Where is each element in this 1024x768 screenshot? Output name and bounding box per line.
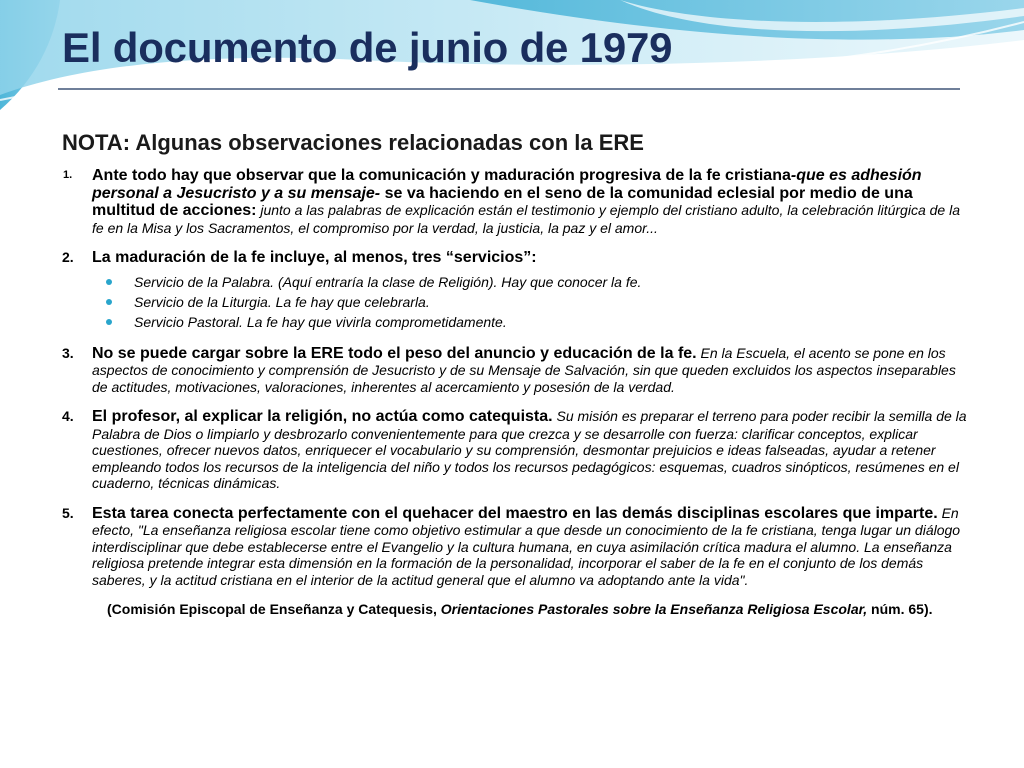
citation bbox=[107, 601, 967, 618]
section-heading: NOTA: Algunas observaciones relacionadas con la ERE bbox=[62, 130, 644, 155]
note-3 bbox=[62, 345, 967, 396]
note-1 bbox=[62, 167, 967, 236]
note-detail: junto a las palabras de explicación están el testimonio y ejemplo del cristiano adulto, la celebración litúrgica de la fe en la Misa y los Sacramentos, el compromiso por la verdad, la justicia, la paz y el amor... bbox=[92, 202, 960, 236]
bullet-icon bbox=[106, 299, 112, 305]
note-number: 4. bbox=[62, 408, 74, 424]
service-item bbox=[92, 312, 967, 332]
notes-list bbox=[62, 167, 967, 588]
service-text: Servicio Pastoral. La fe hay que vivirla comprometidamente. bbox=[134, 313, 507, 330]
note-lead: El profesor, al explicar la religión, no actúa como catequista. bbox=[92, 408, 553, 425]
note-number: 2. bbox=[62, 249, 74, 265]
note-detail: Su misión es preparar el terreno para poder recibir la semilla de la Palabra de Dios o limpiarlo y desbrozarlo convenientemente para que crezca y se desarrolle con fuerza: clarificar conceptos, explicar cuestiones, ofrecer nuevos datos, enriquecer el vocabulario y su comprensión, desmontar prejuicios e ideas falseadas, ayudar a retener empleando todos los recursos de la inteligencia del niño y todos los recursos pedagógicos: esquemas, cuadros sinópticos, resúmenes en el cuaderno, técnicas dinámicas. bbox=[92, 408, 967, 491]
bullet-icon bbox=[106, 279, 112, 285]
slide-content bbox=[62, 130, 967, 618]
services-list bbox=[92, 272, 967, 332]
note-lead: Esta tarea conecta perfectamente con el quehacer del maestro en las demás disciplinas escolares que imparte. bbox=[92, 504, 938, 522]
note-lead: No se puede cargar sobre la ERE todo el peso del anuncio y educación de la fe. bbox=[92, 344, 697, 362]
citation-work: Orientaciones Pastorales sobre la Enseñanza Religiosa Escolar, bbox=[440, 601, 868, 617]
citation-ref: núm. 65). bbox=[867, 601, 933, 617]
note-4 bbox=[62, 408, 967, 492]
service-item bbox=[92, 272, 967, 292]
note-detail: En la Escuela, el acento se pone en los aspectos de conocimiento y comprensión de Jesucristo y de su Mensaje de Salvación, sin que queden excluidos los aspectos inseparables de actitudes, motivaciones, valoraciones, inherentes al acercamiento y posesión de la verdad. bbox=[92, 344, 956, 395]
title-divider bbox=[58, 88, 960, 90]
note-lead-part: Ante todo hay que observar que la comunicación y maduración progresiva de la fe cristiana bbox=[92, 167, 791, 184]
note-2 bbox=[62, 249, 967, 332]
bullet-icon bbox=[106, 319, 112, 325]
note-number: 5. bbox=[62, 504, 74, 521]
citation-source: (Comisión Episcopal de Enseñanza y Catequesis, bbox=[107, 601, 441, 617]
service-item bbox=[92, 292, 967, 312]
service-text: Servicio de la Palabra. (Aquí entraría la clase de Religión). Hay que conocer la fe. bbox=[134, 273, 642, 290]
note-number: 1. bbox=[63, 169, 73, 181]
note-lead-emphasis: -que es adhesión personal a Jesucristo y a su mensaje- bbox=[92, 167, 922, 202]
note-number: 3. bbox=[62, 344, 74, 361]
note-lead-part: se va haciendo en el seno de la comunidad eclesial por medio de una multitud de acciones: bbox=[92, 184, 913, 219]
note-5 bbox=[62, 505, 967, 589]
service-text: Servicio de la Liturgia. La fe hay que celebrarla. bbox=[134, 293, 430, 310]
slide-title: El documento de junio de 1979 bbox=[62, 24, 673, 71]
note-detail: En efecto, "La enseñanza religiosa escolar tiene como objetivo estimular a que desde un conocimiento de la fe cristiana, tenga lugar un diálogo interdisciplinar que debe establecerse entre el Evangelio y la cultura humana, en cuya asimilación crítica madura el alumno. La enseñanza religiosa pretende integrar esta dimensión en la formación de la personalidad, incorporar el saber de la fe en el conjunto de los demás saberes, y la actitud cristiana en el interior de la actitud general que el alumno va adoptando ante la vida". bbox=[92, 504, 961, 588]
note-lead: La maduración de la fe incluye, al menos, tres “servicios”: bbox=[92, 249, 537, 266]
